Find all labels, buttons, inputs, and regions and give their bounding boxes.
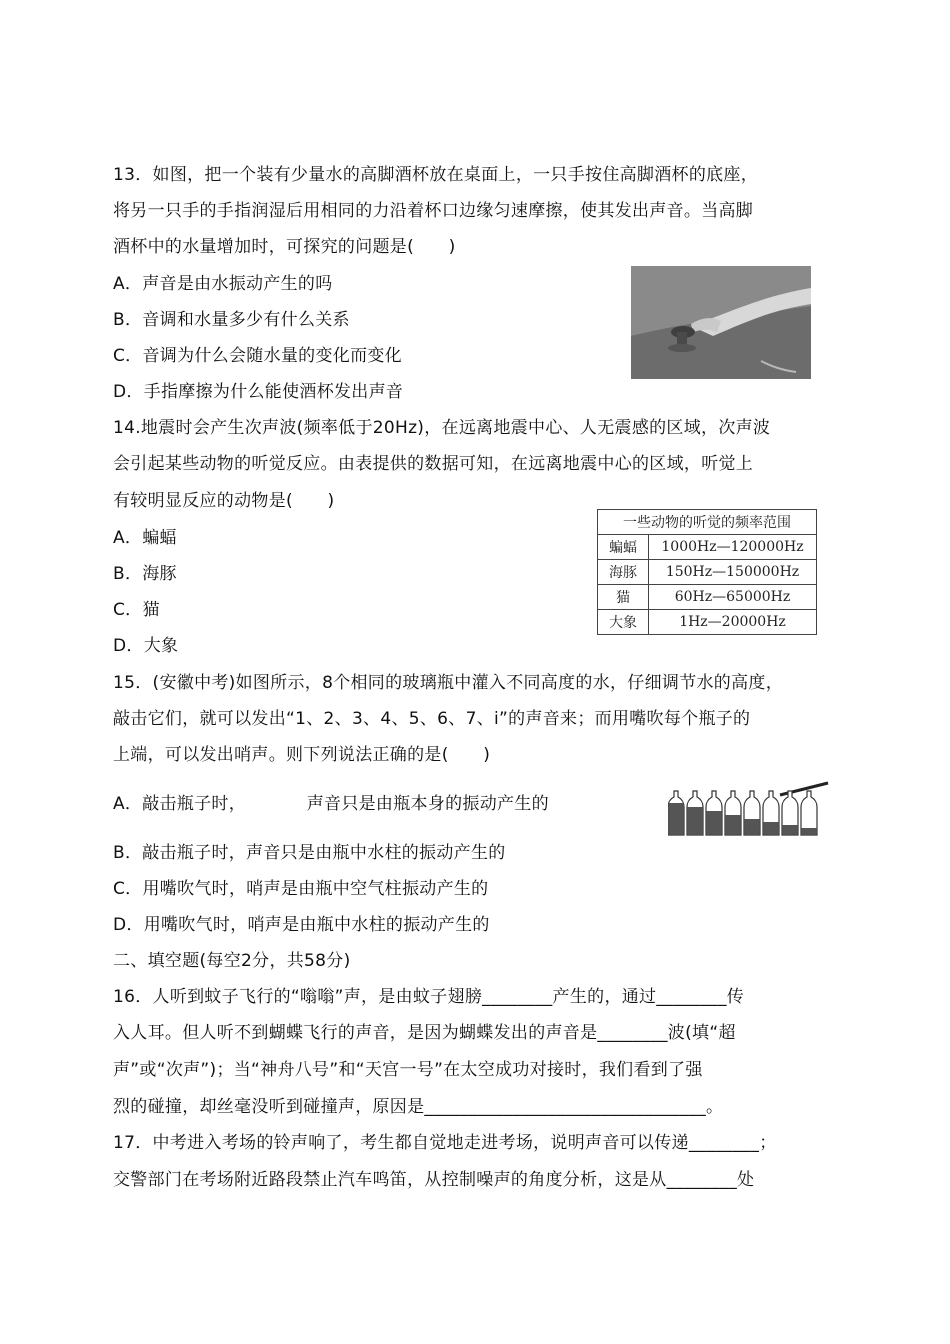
q17-line-1: 17．中考进入考场的铃声响了，考生都自觉地走进考场，说明声音可以传递________；	[113, 1133, 777, 1153]
table-title: 一些动物的听觉的频率范围	[598, 510, 817, 535]
q13-option-d: D．手指摩擦为什么能使酒杯发出声音	[113, 382, 404, 402]
q14-option-a: A．蝙蝠	[113, 528, 177, 548]
table-row	[598, 560, 817, 585]
q14-option-b: B．海豚	[113, 564, 177, 584]
q14-option-c: C．猫	[113, 600, 160, 620]
section-2-heading: 二、填空题(每空2分，共58分)	[113, 951, 351, 971]
q15-stem-line-2: 敲击它们，就可以发出“1、2、3、4、5、6、7、i”的声音来；而用嘴吹每个瓶子的	[113, 709, 751, 729]
q13-stem-line-1: 13．如图，把一个装有少量水的高脚酒杯放在桌面上，一只手按住高脚酒杯的底座，	[113, 165, 759, 185]
q15-option-c: C．用嘴吹气时，哨声是由瓶中空气柱振动产生的	[113, 879, 489, 899]
q15-option-d: D．用嘴吹气时，哨声是由瓶中水柱的振动产生的	[113, 915, 490, 935]
table-cell-range: 1000Hz—120000Hz	[649, 535, 817, 560]
q14-stem-line-3: 有较明显反应的动物是( )	[113, 491, 335, 511]
table-cell-range: 60Hz—65000Hz	[649, 585, 817, 610]
q13-option-a: A．声音是由水振动产生的吗	[113, 274, 333, 294]
hearing-frequency-table	[597, 509, 817, 635]
q15-stem-line-3: 上端，可以发出哨声。则下列说法正确的是( )	[113, 745, 491, 765]
q13-option-b: B．音调和水量多少有什么关系	[113, 310, 350, 330]
q17-line-2: 交警部门在考场附近路段禁止汽车鸣笛，从控制噪声的角度分析，这是从________处	[113, 1170, 755, 1190]
q14-stem-line-2: 会引起某些动物的听觉反应。由表提供的数据可知，在远离地震中心的区域，听觉上	[113, 454, 754, 474]
q16-line-1: 16．人听到蚊子飞行的“嗡嗡”声，是由蚊子翅膀________产生的，通过________传	[113, 987, 745, 1007]
q14-stem-line-1: 14.地震时会产生次声波(频率低于20Hz)，在远离地震中心、人无震感的区域，次声波	[113, 418, 771, 438]
table-cell-range: 1Hz—20000Hz	[649, 610, 817, 635]
bottles-illustration	[668, 781, 830, 841]
q15-option-b: B．敲击瓶子时，声音只是由瓶中水柱的振动产生的	[113, 843, 506, 863]
table-title-row	[598, 510, 817, 535]
table-cell-range: 150Hz—150000Hz	[649, 560, 817, 585]
q13-stem-line-2: 将另一只手的手指润湿后用相同的力沿着杯口边缘匀速摩擦，使其发出声音。当高脚	[113, 201, 754, 221]
table-cell-animal: 蝙蝠	[598, 535, 649, 560]
q16-line-2: 入人耳。但人听不到蝴蝶飞行的声音，是因为蝴蝶发出的声音是________波(填“超	[113, 1023, 736, 1043]
table-row	[598, 610, 817, 635]
q16-line-3: 声”或“次声”)；当“神舟八号”和“天宫一号”在太空成功对接时，我们看到了强	[113, 1060, 703, 1080]
q16-line-4: 烈的碰撞，却丝毫没听到碰撞声，原因是________________________________。	[113, 1097, 724, 1117]
q13-stem-line-3: 酒杯中的水量增加时，可探究的问题是( )	[113, 237, 456, 257]
q13-option-c: C．音调为什么会随水量的变化而变化	[113, 346, 402, 366]
table-row	[598, 585, 817, 610]
q14-option-d: D．大象	[113, 636, 179, 656]
wine-glass-illustration	[631, 266, 811, 379]
table-cell-animal: 海豚	[598, 560, 649, 585]
q15-stem-line-1: 15．(安徽中考)如图所示，8个相同的玻璃瓶中灌入不同高度的水，仔细调节水的高度，	[113, 673, 784, 693]
wine-glass-photo	[631, 266, 811, 379]
table-row	[598, 535, 817, 560]
glass-bottles-figure	[668, 781, 830, 841]
table-cell-animal: 大象	[598, 610, 649, 635]
table-cell-animal: 猫	[598, 585, 649, 610]
q15-option-a: A．敲击瓶子时， 声音只是由瓶本身的振动产生的	[113, 794, 549, 814]
